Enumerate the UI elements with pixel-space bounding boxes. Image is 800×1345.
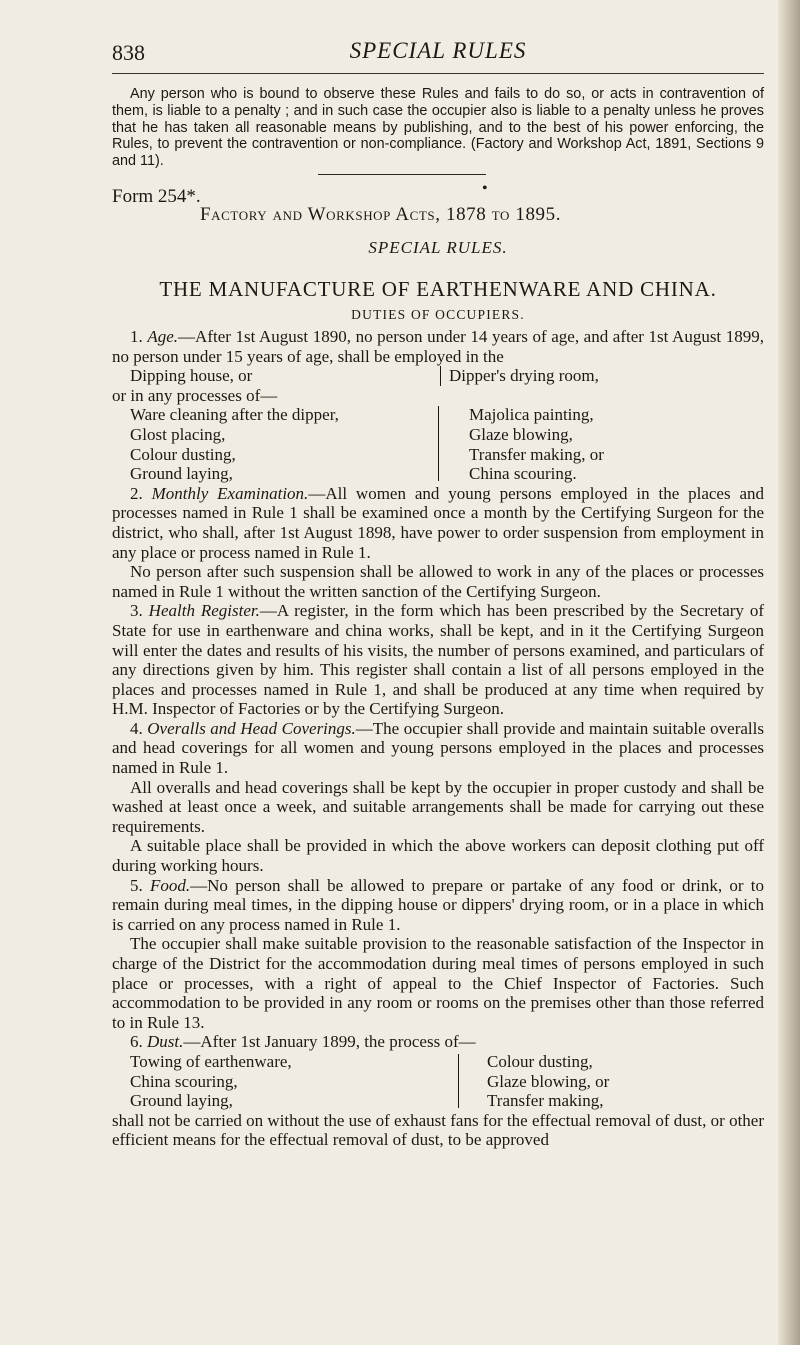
rule-1-lead: or in any processes of— xyxy=(112,385,278,405)
process-list-left xyxy=(112,405,426,483)
rule-number: 4. xyxy=(130,718,143,738)
list-item: Colour dusting, xyxy=(487,1051,593,1071)
header-rule xyxy=(112,73,764,74)
list-item: Majolica painting, xyxy=(469,405,594,425)
running-head xyxy=(112,38,764,78)
list-item: Glost placing, xyxy=(130,424,226,444)
rule-1-process-list xyxy=(112,405,764,483)
rule-6-process-list xyxy=(112,1052,764,1111)
rule-text: —No person shall be allowed to prepare or partake of any food or drink, or to remain during meal times, in the dipping house or dippers' drying room, or in a place in which is carried on any process named in Rule 1. xyxy=(112,875,764,934)
rule-title: Age. xyxy=(147,327,179,346)
pair-right: Dipper's drying room, xyxy=(449,366,599,386)
form-label: Form 254*. xyxy=(112,186,201,207)
rule-4-paragraph: A suitable place shall be provided in which the above workers can deposit clothing put off during working hours. xyxy=(112,836,764,876)
running-title: SPECIAL RULES xyxy=(349,38,527,63)
list-item: China scouring. xyxy=(469,464,577,484)
rule-2 xyxy=(112,484,764,562)
list-item: Colour dusting, xyxy=(130,444,236,464)
rule-title: Health Register. xyxy=(148,601,260,621)
rule-1-pair xyxy=(112,366,764,386)
rule-4 xyxy=(112,719,764,778)
list-item: Transfer making, xyxy=(487,1091,604,1111)
printer-mark: • xyxy=(482,180,488,197)
page-number: 838 xyxy=(112,40,145,65)
rule-number: 1. xyxy=(130,327,143,346)
process-list-right xyxy=(439,405,604,483)
rule-text: —After 1st August 1890, no person under 14 years of age, and after 1st August 1899, no person under 15 years of age, shall be employed in the xyxy=(112,327,765,366)
rule-number: 3. xyxy=(130,601,143,621)
list-item: Ground laying, xyxy=(130,464,233,484)
rule-title: Food. xyxy=(150,875,191,895)
rule-1 xyxy=(112,327,764,366)
duties-subheading: DUTIES OF OCCUPIERS. xyxy=(351,307,525,322)
rule-number: 6. xyxy=(130,1032,143,1052)
section-divider-rule xyxy=(318,174,486,175)
rule-2-paragraph: No person after such suspension shall be allowed to work in any of the places or processes named in Rule 1 without the written sanction of the Certifying Surgeon. xyxy=(112,562,764,601)
rule-title: Overalls and Head Coverings. xyxy=(147,718,356,738)
intro-paragraph: Any person who is bound to observe these Rules and fails to do so, or acts in contravention of them, is liable to a penalty ; and in such case the occupier also is liable to a penalty unless he proves that he has taken all reasonable means by publishing, and to the best of his power enforcing, the Rules, to prevent the contravention or non-compliance. (Factory and Workshop Act, 1891, Sections 9 and 11). xyxy=(112,86,764,170)
rule-5 xyxy=(112,876,764,935)
rule-4-paragraph: All overalls and head coverings shall be kept by the occupier in proper custody and shall be washed at least once a week, and suitable arrangements shall be made for carrying out these requirements. xyxy=(112,777,764,836)
page-edge-shadow xyxy=(778,0,800,1345)
rule-text: —The occupier shall provide and maintain suitable overalls and head coverings for all women and young persons employed in the places and processes named in Rule 1. xyxy=(112,718,764,778)
list-item: China scouring, xyxy=(130,1071,238,1091)
main-heading: THE MANUFACTURE OF EARTHENWARE AND CHINA. xyxy=(159,277,717,301)
special-rules-title: SPECIAL RULES. xyxy=(368,238,508,257)
list-item: Towing of earthenware, xyxy=(130,1051,292,1071)
list-item: Transfer making, or xyxy=(469,444,604,464)
list-item: Glaze blowing, or xyxy=(487,1071,610,1091)
rule-text: —All women and young persons employed in the places and processes named in Rule 1 shall be examined once a month by the Certifying Surgeon for the district, who shall, after 1st August 1898, have power to order suspension from employment in any place or process named in Rule 1. xyxy=(112,483,765,562)
rule-number: 5. xyxy=(130,875,143,895)
rule-5-paragraph: The occupier shall make suitable provision to the reasonable satisfaction of the Inspector in charge of the District for the accommodation during meal times of persons employed in such place or processes, with a right of appeal to the Chief Inspector of Factories. Such accommodation to be provided in any room or rooms on the premises other than those referred to in Rule 13. xyxy=(112,934,764,1032)
rule-3 xyxy=(112,601,764,719)
list-item: Ware cleaning after the dipper, xyxy=(130,405,339,425)
rule-6 xyxy=(112,1032,764,1052)
list-item: Glaze blowing, xyxy=(469,424,573,444)
pair-left: Dipping house, or xyxy=(130,366,253,386)
list-item: Ground laying, xyxy=(130,1091,233,1111)
process-list-left xyxy=(112,1052,448,1111)
rule-title: Dust. xyxy=(147,1032,184,1052)
acts-title: Factory and Workshop Acts, 1878 to 1895. xyxy=(200,204,562,225)
rule-title: Monthly Examination. xyxy=(151,483,309,503)
rule-text: —A register, in the form which has been prescribed by the Secretary of State for use in earthenware and china works, shall be kept, and in it the Certifying Surgeon will enter the dates and results of his visits, the number of persons examined, and particulars of any directions given by him. This register shall contain a list of all persons employed in the places and processes named in Rule 1, and shall be produced at any time when required by H.M. Inspector of Factories or by the Certifying Surgeon. xyxy=(112,601,764,719)
process-list-right xyxy=(459,1052,609,1111)
rules-body xyxy=(112,327,764,1150)
rule-6-tail: shall not be carried on without the use of exhaust fans for the effectual removal of dust, or other efficient means for the effectual removal of dust, to be approved xyxy=(112,1110,764,1150)
rule-number: 2. xyxy=(130,483,143,503)
rule-text: —After 1st January 1899, the process of— xyxy=(183,1032,476,1052)
